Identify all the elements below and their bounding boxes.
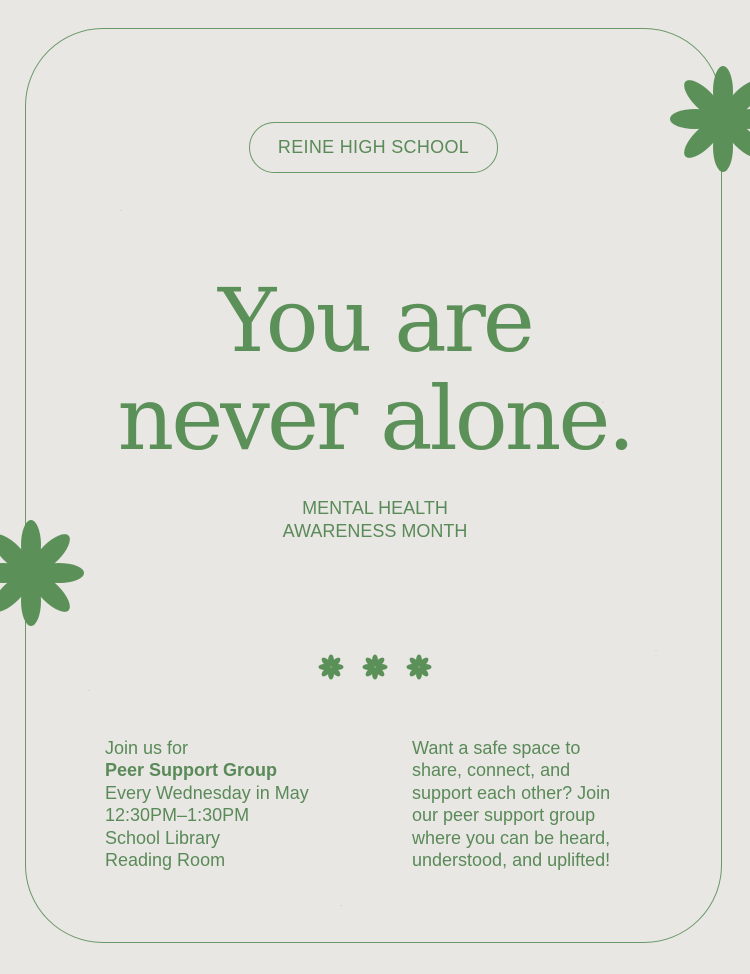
asterisk-divider: [318, 654, 432, 680]
subtitle-line-2: AWARENESS MONTH: [282, 521, 468, 541]
description-line: Want a safe space to: [412, 738, 581, 758]
description-line: share, connect, and: [412, 760, 571, 781]
headline-line-2: never alone.: [117, 367, 633, 470]
headline: [0, 269, 750, 470]
description-line: support each other? Join: [412, 782, 611, 803]
event-location-line-2: Reading Room: [105, 850, 226, 871]
subtitle: [0, 497, 750, 543]
event-details: [105, 737, 355, 871]
asterisk-icon: [406, 654, 432, 680]
event-description: [412, 737, 672, 871]
description-line: where you can be heard,: [412, 827, 611, 848]
school-name-badge: [249, 122, 498, 173]
asterisk-icon: [318, 654, 344, 680]
event-intro: Join us for: [105, 738, 189, 758]
school-name: REINE HIGH SCHOOL: [277, 137, 470, 157]
description-line: understood, and uplifted!: [412, 850, 611, 871]
event-name: Peer Support Group: [105, 760, 278, 781]
asterisk-icon: [362, 654, 388, 680]
event-location-line-1: School Library: [105, 827, 221, 848]
subtitle-line-1: MENTAL HEALTH: [302, 498, 448, 518]
event-schedule: Every Wednesday in May: [105, 782, 309, 803]
event-time: 12:30PM–1:30PM: [105, 805, 250, 826]
headline-line-1: You are: [218, 269, 532, 372]
flower-icon: [670, 66, 750, 172]
description-line: our peer support group: [412, 805, 596, 826]
